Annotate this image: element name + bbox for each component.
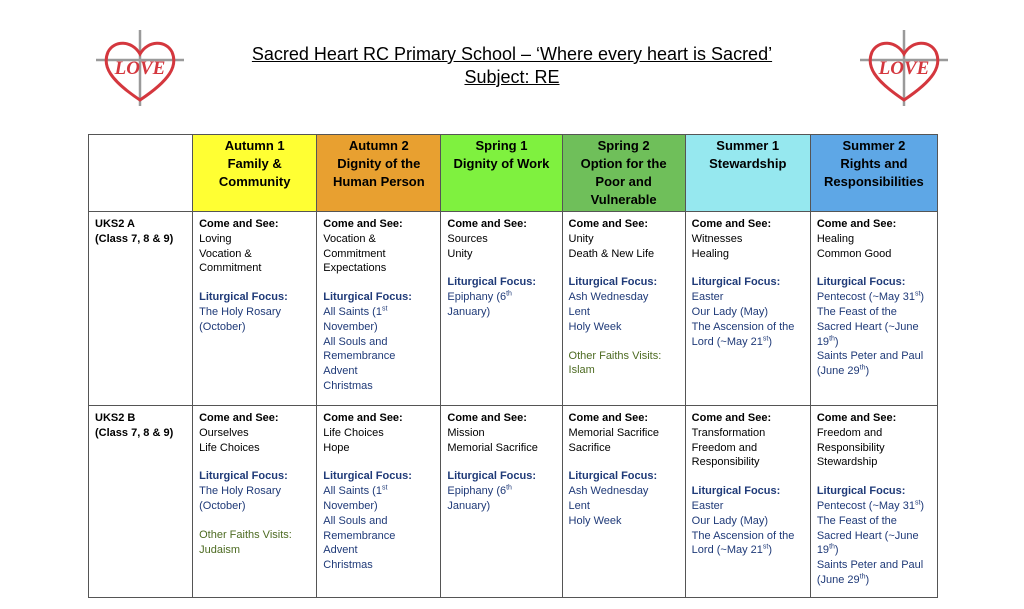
- liturgical-focus-heading: Liturgical Focus:: [691, 276, 781, 289]
- liturgical-focus-item: The Holy Rosary: [199, 485, 282, 498]
- liturgical-focus-heading: Liturgical Focus:: [447, 470, 537, 483]
- come-and-see-topic: Healing: [816, 232, 855, 245]
- come-and-see-heading: Come and See:: [816, 412, 897, 424]
- term-header-summer1: [685, 135, 810, 212]
- come-and-see-heading: Come and See:: [691, 218, 772, 230]
- liturgical-focus-item: (October): [199, 320, 246, 333]
- liturgical-focus-heading: Liturgical Focus:: [816, 485, 906, 498]
- liturgical-focus-item: The Ascension of the: [691, 320, 795, 333]
- come-and-see-heading: Come and See:: [447, 218, 527, 230]
- term-header-line: Autumn 1: [224, 138, 285, 153]
- term-header-line: Autumn 2: [348, 138, 409, 153]
- row-label-line: (Class 7, 8 & 9): [95, 232, 174, 245]
- term-header-line: Family &: [227, 156, 282, 171]
- come-and-see-topic: Sources: [447, 232, 488, 245]
- liturgical-focus-heading: Liturgical Focus:: [691, 485, 781, 498]
- liturgical-focus-item: 19th): [816, 334, 839, 348]
- come-and-see-topic: Commitment: [199, 262, 262, 275]
- topic-cell: [193, 406, 317, 598]
- come-and-see-heading: Come and See:: [323, 218, 403, 230]
- liturgical-focus-heading: Liturgical Focus:: [447, 276, 537, 289]
- page-title: Sacred Heart RC Primary School – ‘Where every heart is Sacred’: [251, 44, 773, 64]
- liturgical-focus-item: Pentecost (~May 31st): [816, 499, 925, 512]
- liturgical-focus-item: The Feast of the: [816, 514, 897, 527]
- topic-cell: [562, 406, 685, 598]
- liturgical-focus-item: All Saints (1st: [323, 484, 388, 498]
- topic-cell: [193, 212, 317, 406]
- liturgical-focus-item: Ash Wednesday: [568, 485, 649, 498]
- topic-cell: [810, 406, 937, 598]
- term-header-line: Spring 2: [597, 138, 650, 153]
- liturgical-focus-item: (June 29th): [816, 364, 870, 378]
- liturgical-focus-item: Remembrance: [323, 529, 396, 542]
- term-header-line: Responsibilities: [824, 174, 924, 189]
- come-and-see-topic: Hope: [323, 441, 350, 454]
- liturgical-focus-item: November): [323, 320, 378, 333]
- come-and-see-topic: Life Choices: [199, 441, 260, 454]
- liturgical-focus-heading: Liturgical Focus:: [199, 470, 288, 483]
- liturgical-focus-heading: Liturgical Focus:: [816, 276, 906, 289]
- come-and-see-heading: Come and See:: [323, 412, 403, 424]
- liturgical-focus-item: Lord (~May 21st): [691, 543, 773, 557]
- come-and-see-topic: Vocation &: [323, 232, 376, 245]
- corner-cell: [89, 135, 193, 212]
- topic-cell: [685, 212, 810, 406]
- term-header-spring2: [562, 135, 685, 212]
- come-and-see-topic: Responsibility: [816, 441, 885, 454]
- liturgical-focus-item: Remembrance: [323, 350, 396, 363]
- liturgical-focus-item: Sacred Heart (~June: [816, 529, 919, 542]
- liturgical-focus-item: Easter: [691, 499, 724, 512]
- liturgical-focus-item: Our Lady (May): [691, 305, 769, 318]
- liturgical-focus-item: All Souls and: [323, 514, 388, 527]
- header-row: [89, 135, 938, 212]
- term-header-line: Dignity of Work: [453, 156, 550, 171]
- topic-cell: [562, 212, 685, 406]
- term-header-line: Dignity of the: [337, 156, 421, 171]
- liturgical-focus-item: The Holy Rosary: [199, 305, 282, 318]
- liturgical-focus-item: 19th): [816, 543, 839, 557]
- liturgical-focus-item: All Saints (1st: [323, 305, 388, 318]
- liturgical-focus-item: Advent: [323, 544, 358, 557]
- come-and-see-topic: Death & New Life: [568, 247, 655, 260]
- liturgical-focus-item: November): [323, 499, 378, 512]
- come-and-see-heading: Come and See:: [199, 218, 279, 230]
- term-header-line: Community: [218, 174, 291, 189]
- other-faiths-heading: Other Faiths Visits:: [199, 528, 292, 541]
- liturgical-focus-item: All Souls and: [323, 335, 388, 348]
- class-row: [89, 406, 938, 598]
- term-header-autumn2: [317, 135, 441, 212]
- topic-cell: [685, 406, 810, 598]
- term-header-line: Spring 1: [475, 138, 528, 153]
- come-and-see-topic: Ourselves: [199, 426, 249, 439]
- row-label: [89, 406, 193, 598]
- come-and-see-topic: Memorial Sacrifice: [447, 441, 538, 454]
- class-row: [89, 212, 938, 406]
- liturgical-focus-item: Ash Wednesday: [568, 291, 649, 304]
- liturgical-focus-item: Holy Week: [568, 320, 622, 333]
- row-label: [89, 212, 193, 406]
- liturgical-focus-item: Lent: [568, 499, 590, 512]
- liturgical-focus-heading: Liturgical Focus:: [323, 291, 412, 304]
- term-header-line: Poor and: [595, 174, 652, 189]
- come-and-see-heading: Come and See:: [816, 218, 897, 230]
- come-and-see-topic: Expectations: [323, 262, 387, 275]
- term-header-line: Vulnerable: [590, 192, 657, 207]
- row-label-line: UKS2 A: [95, 218, 135, 230]
- topic-cell: [441, 406, 562, 598]
- term-header-line: Summer 2: [842, 138, 906, 153]
- come-and-see-heading: Come and See:: [691, 412, 772, 424]
- come-and-see-topic: Unity: [568, 232, 594, 245]
- liturgical-focus-item: Epiphany (6th: [447, 484, 512, 498]
- liturgical-focus-item: Our Lady (May): [691, 514, 769, 527]
- document-header: [0, 43, 1024, 89]
- term-header-line: Summer 1: [716, 138, 780, 153]
- logo-text: LOVE: [114, 58, 166, 79]
- liturgical-focus-item: Easter: [691, 291, 724, 304]
- come-and-see-topic: Unity: [447, 247, 473, 260]
- come-and-see-heading: Come and See:: [568, 218, 648, 230]
- come-and-see-topic: Common Good: [816, 247, 892, 260]
- term-header-summer2: [810, 135, 937, 212]
- liturgical-focus-item: Saints Peter and Paul: [816, 350, 924, 363]
- come-and-see-topic: Memorial Sacrifice: [568, 426, 659, 439]
- come-and-see-topic: Witnesses: [691, 232, 743, 245]
- liturgical-focus-heading: Liturgical Focus:: [568, 470, 658, 483]
- other-faiths-item: Islam: [568, 364, 595, 377]
- come-and-see-topic: Transformation: [691, 426, 766, 439]
- term-header-line: Rights and: [840, 156, 908, 171]
- logo-text: LOVE: [878, 58, 930, 79]
- term-header-line: Option for the: [580, 156, 667, 171]
- come-and-see-topic: Life Choices: [323, 426, 384, 439]
- come-and-see-topic: Stewardship: [816, 456, 878, 469]
- come-and-see-topic: Freedom and: [691, 441, 758, 454]
- liturgical-focus-heading: Liturgical Focus:: [199, 291, 288, 304]
- liturgical-focus-item: Saints Peter and Paul: [816, 559, 924, 572]
- liturgical-focus-item: (June 29th): [816, 573, 870, 586]
- liturgical-focus-item: January): [447, 499, 491, 512]
- curriculum-table: [88, 134, 938, 598]
- come-and-see-topic: Freedom and: [816, 426, 883, 439]
- come-and-see-topic: Mission: [447, 426, 485, 439]
- come-and-see-topic: Responsibility: [691, 456, 760, 469]
- liturgical-focus-item: Epiphany (6th: [447, 290, 512, 304]
- liturgical-focus-item: Christmas: [323, 379, 373, 392]
- liturgical-focus-item: Christmas: [323, 559, 373, 572]
- liturgical-focus-heading: Liturgical Focus:: [568, 276, 658, 289]
- come-and-see-topic: Vocation &: [199, 247, 252, 260]
- page-subtitle: Subject: RE: [464, 67, 560, 87]
- topic-cell: [441, 212, 562, 406]
- come-and-see-heading: Come and See:: [199, 412, 279, 424]
- term-header-line: Stewardship: [709, 156, 787, 171]
- term-header-line: Human Person: [332, 174, 425, 189]
- topic-cell: [317, 406, 441, 598]
- liturgical-focus-item: The Ascension of the: [691, 529, 795, 542]
- row-label-line: UKS2 B: [95, 412, 136, 424]
- topic-cell: [317, 212, 441, 406]
- liturgical-focus-item: January): [447, 305, 491, 318]
- other-faiths-heading: Other Faiths Visits:: [568, 349, 662, 362]
- topic-cell: [810, 212, 937, 406]
- liturgical-focus-item: Advent: [323, 365, 358, 378]
- liturgical-focus-item: Pentecost (~May 31st): [816, 290, 925, 304]
- liturgical-focus-item: Lent: [568, 305, 590, 318]
- come-and-see-heading: Come and See:: [447, 412, 527, 424]
- come-and-see-topic: Sacrifice: [568, 441, 611, 454]
- liturgical-focus-item: Holy Week: [568, 514, 622, 527]
- come-and-see-heading: Come and See:: [568, 412, 648, 424]
- other-faiths-item: Judaism: [199, 543, 241, 556]
- liturgical-focus-heading: Liturgical Focus:: [323, 470, 412, 483]
- liturgical-focus-item: (October): [199, 499, 246, 512]
- come-and-see-topic: Loving: [199, 232, 232, 245]
- liturgical-focus-item: Lord (~May 21st): [691, 334, 773, 348]
- row-label-line: (Class 7, 8 & 9): [95, 426, 174, 439]
- term-header-autumn1: [193, 135, 317, 212]
- liturgical-focus-item: Sacred Heart (~June: [816, 320, 919, 333]
- come-and-see-topic: Commitment: [323, 247, 386, 260]
- liturgical-focus-item: The Feast of the: [816, 305, 897, 318]
- term-header-spring1: [441, 135, 562, 212]
- come-and-see-topic: Healing: [691, 247, 729, 260]
